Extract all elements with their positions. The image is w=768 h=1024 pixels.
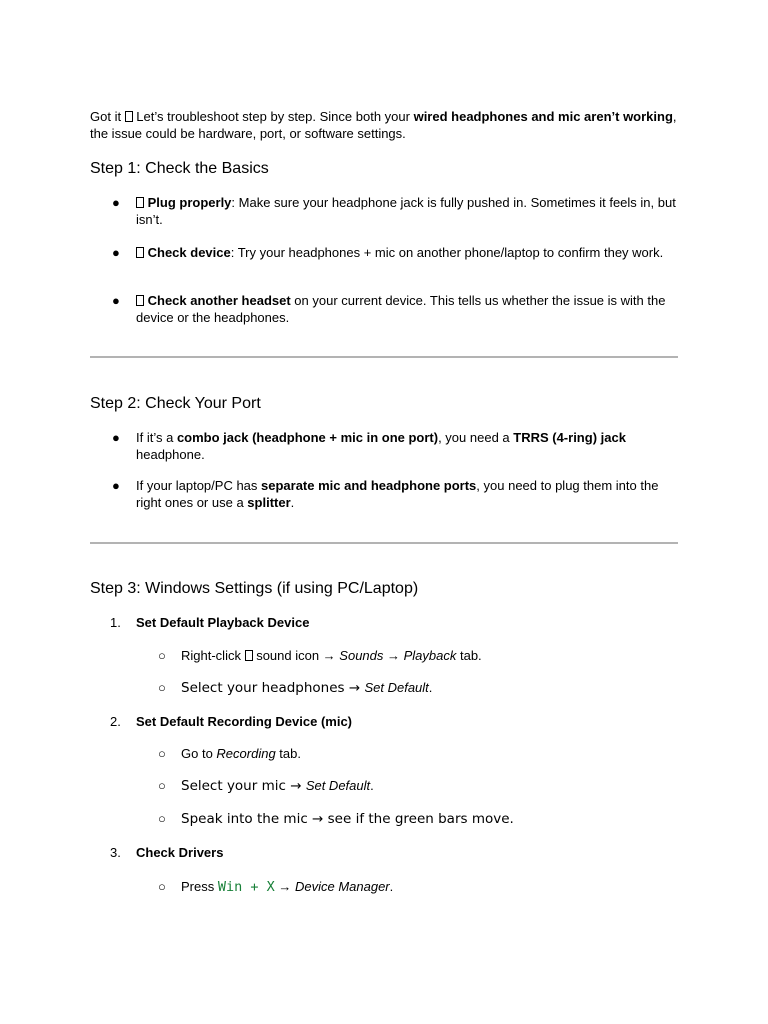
missing-emoji-icon <box>245 650 253 661</box>
sub-list-item: ○ Speak into the mic → see if the green bars move. <box>158 811 514 827</box>
circle-bullet-icon: ○ <box>158 778 166 793</box>
sub-list-item: ○ Right-click sound icon → Sounds → Playback tab. <box>158 648 482 663</box>
missing-emoji-icon <box>136 295 144 306</box>
list-item: ● If it’s a combo jack (headphone + mic in one port), you need a TRRS (4-ring) jack headphone. <box>112 430 626 462</box>
section-divider <box>90 542 678 544</box>
step2-heading: Step 2: Check Your Port <box>90 395 261 412</box>
missing-emoji-icon <box>136 197 144 208</box>
bullet-icon: ● <box>112 195 120 210</box>
sub-list-item: ○ Go to Recording tab. <box>158 746 301 761</box>
numbered-item: 1. Set Default Playback Device <box>110 615 310 630</box>
circle-bullet-icon: ○ <box>158 811 166 826</box>
sub-list-item: ○ Select your mic → Set Default. <box>158 778 374 794</box>
missing-emoji-icon <box>136 247 144 258</box>
missing-emoji-icon <box>125 111 133 122</box>
circle-bullet-icon: ○ <box>158 879 166 894</box>
list-item: ● Plug properly: Make sure your headphone jack is fully pushed in. Sometimes it feels in, but isn’t. <box>112 195 676 227</box>
sub-list-item: ○ Press Win + X → Device Manager. <box>158 879 394 895</box>
list-item: ● If your laptop/PC has separate mic and headphone ports, you need to plug them into the right ones or use a splitter. <box>112 478 659 510</box>
bullet-icon: ● <box>112 245 120 260</box>
step1-heading: Step 1: Check the Basics <box>90 160 269 177</box>
bullet-icon: ● <box>112 293 120 308</box>
circle-bullet-icon: ○ <box>158 746 166 761</box>
list-item: ● Check device: Try your headphones + mic on another phone/laptop to confirm they work. <box>112 245 664 260</box>
circle-bullet-icon: ○ <box>158 680 166 695</box>
numbered-item: 3. Check Drivers <box>110 845 224 860</box>
bullet-icon: ● <box>112 478 120 493</box>
sub-list-item: ○ Select your headphones → Set Default. <box>158 680 433 696</box>
intro-paragraph: Got it Let’s troubleshoot step by step. Since both your wired headphones and mic aren’t working, the issue could be hardware, port, or software settings. <box>90 109 677 141</box>
section-divider <box>90 356 678 358</box>
numbered-item: 2. Set Default Recording Device (mic) <box>110 714 352 729</box>
bullet-icon: ● <box>112 430 120 445</box>
circle-bullet-icon: ○ <box>158 648 166 663</box>
keyboard-shortcut: Win + X <box>217 879 275 895</box>
step3-heading: Step 3: Windows Settings (if using PC/Laptop) <box>90 580 419 597</box>
list-item: ● Check another headset on your current device. This tells us whether the issue is with the device or the headphones. <box>112 293 666 325</box>
